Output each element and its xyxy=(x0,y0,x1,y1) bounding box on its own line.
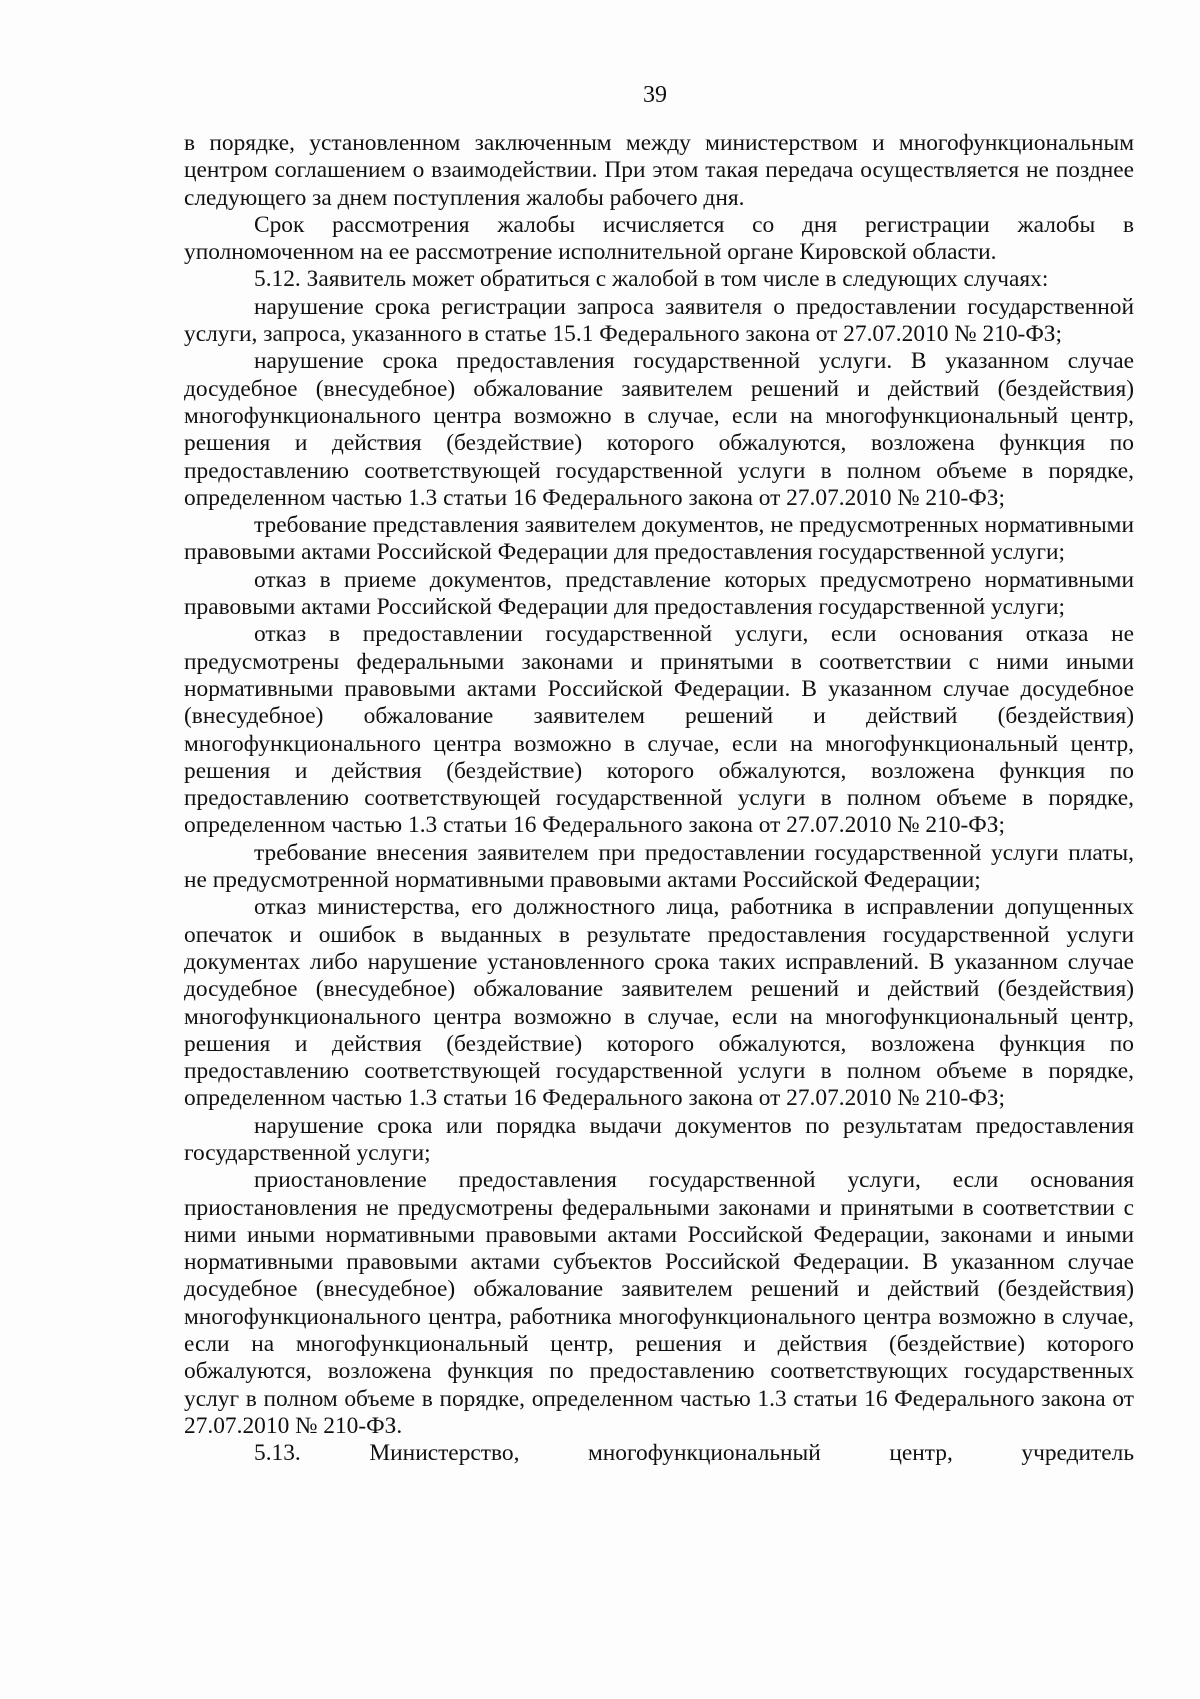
paragraph-continuation: в порядке, установленном заключенным между министерством и многофункциональным центром соглашением о взаимодействии. При этом такая передача осуществляется не позднее следующего за днем поступления жалобы рабочего дня. xyxy=(184,130,1134,211)
page-number: 39 xyxy=(643,82,667,108)
list-item-documents-demand: требование представления заявителем документов, не предусмотренных нормативными правовыми актами Российской Федерации для предоставления государственной услуги; xyxy=(184,512,1134,566)
list-item-payment-demand: требование внесения заявителем при предоставлении государственной услуги платы, не предусмотренной нормативными правовыми актами Российской Федерации; xyxy=(184,839,1134,894)
list-item-suspension: приостановление предоставления государственной услуги, если основания приостановления не предусмотрены федеральными законами и принятыми в соответствии с ними иными нормативными правовыми актами Российской Федерации, законами и иными нормативными правовыми актами субъектов Российской Федерации. В указанном случае досудебное (внесудебное) обжалование заявителем решений и действий (бездействия) многофункционального центра, работника многофункционального центра возможно в случае, если на многофункциональный центр, решения и действия (бездействие) которого обжалуются, возложена функция по предоставлению соответствующих государственных услуг в полном объеме в порядке, определенном частью 1.3 статьи 16 Федерального закона от 27.07.2010 № 210-ФЗ. xyxy=(184,1167,1134,1439)
list-item-acceptance-refusal: отказ в приеме документов, представление которых предусмотрено нормативными правовыми актами Российской Федерации для предоставления государственной услуги; xyxy=(184,566,1134,621)
list-item-term-violation: нарушение срока предоставления государственной услуги. В указанном случае досудебное (внесудебное) обжалование заявителем решений и действий (бездействия) многофункционального центра возможно в случае, если на многофункциональный центр, решения и действия (бездействие) которого обжалуются, возложена функция по предоставлению соответствующей государственной услуги в полном объеме в порядке, определенном частью 1.3 статьи 16 Федерального закона от 27.07.2010 № 210-ФЗ; xyxy=(184,348,1134,511)
paragraph-5-12: 5.12. Заявитель может обратиться с жалобой в том числе в следующих случаях: xyxy=(254,266,1049,293)
paragraph-5-13: 5.13. Министерство, многофункциональный центр, учредитель xyxy=(254,1440,1134,1467)
list-item-issuance-violation: нарушение срока или порядка выдачи документов по результатам предоставления государственной услуги; xyxy=(184,1112,1134,1166)
document-body xyxy=(184,130,1134,1468)
list-item-registration-violation: нарушение срока регистрации запроса заявителя о предоставлении государственной услуги, запроса, указанного в статье 15.1 Федерального закона от 27.07.2010 № 210-ФЗ; xyxy=(184,293,1134,348)
list-item-service-refusal: отказ в предоставлении государственной услуги, если основания отказа не предусмотрены федеральными законами и принятыми в соответствии с ними иными нормативными правовыми актами Российской Федерации. В указанном случае досудебное (внесудебное) обжалование заявителем решений и действий (бездействия) многофункционального центра возможно в случае, если на многофункциональный центр, решения и действия (бездействие) которого обжалуются, возложена функция по предоставлению соответствующей государственной услуги в полном объеме в порядке, определенном частью 1.3 статьи 16 Федерального закона от 27.07.2010 № 210-ФЗ; xyxy=(184,621,1134,839)
paragraph-complaint-term: Срок рассмотрения жалобы исчисляется со дня регистрации жалобы в уполномоченном на ее рассмотрение исполнительной органе Кировской области. xyxy=(184,211,1134,266)
list-item-correction-refusal: отказ министерства, его должностного лица, работника в исправлении допущенных опечаток и ошибок в выданных в результате предоставления государственной услуги документах либо нарушение установленного срока таких исправлений. В указанном случае досудебное (внесудебное) обжалование заявителем решений и действий (бездействия) многофункционального центра возможно в случае, если на многофункциональный центр, решения и действия (бездействие) которого обжалуются, возложена функция по предоставлению соответствующей государственной услуги в полном объеме в порядке, определенном частью 1.3 статьи 16 Федерального закона от 27.07.2010 № 210-ФЗ; xyxy=(184,894,1134,1112)
